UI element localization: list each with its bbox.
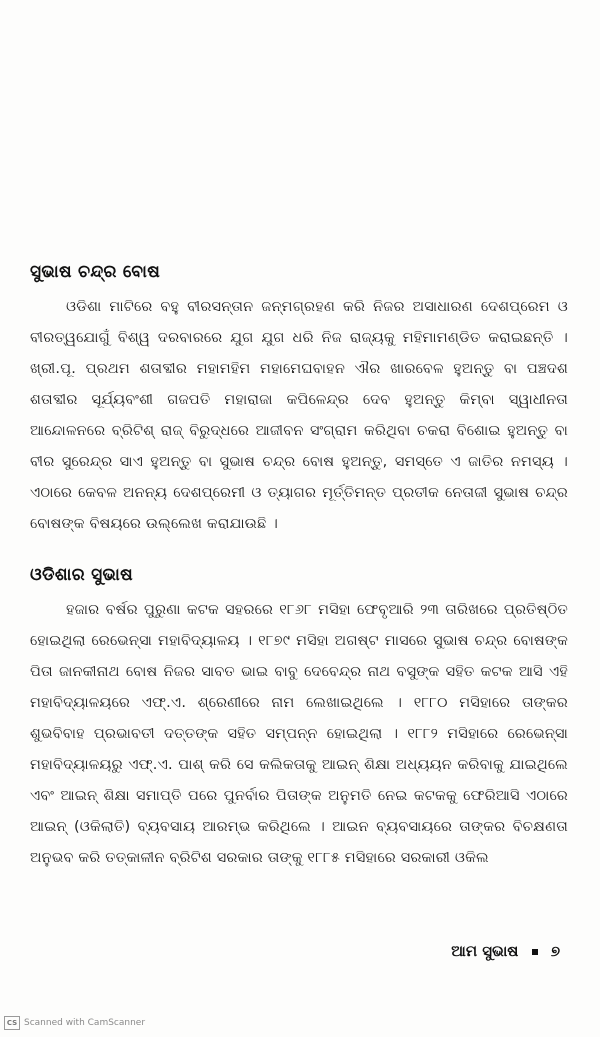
section-subhash-chandra-bose <box>30 262 568 540</box>
section-heading: ଓଡିଶାର ସୁଭାଷ <box>30 565 133 585</box>
page-number: ୭ <box>550 942 560 960</box>
watermark-text: Scanned with CamScanner <box>24 1018 146 1028</box>
square-bullet-icon <box>532 949 538 955</box>
camscanner-logo-icon: CS <box>4 1016 20 1030</box>
section-heading: ସୁଭାଷ ଚନ୍ଦ୍ର ବୋଷ <box>30 262 161 282</box>
section-paragraph: ହଜାର ବର୍ଷର ପୁରୁଣା କଟକ ସହରରେ ୧୮୬୮ ମସିହା ଫେବୃଆରି ୨୩ ତାରିଖରେ ପ୍ରତିଷ୍ଠିତ ହୋଇଥିଲା ରେଭେନ୍ସା ମହାବିଦ୍ୟାଳୟ । ୧୮୭୯ ମସିହା ଅଗଷ୍ଟ ମାସରେ ସୁଭାଷ ଚନ୍ଦ୍ର ବୋଷଙ୍କ ପିତା ଜାନକୀନାଥ ବୋଷ ନିଜର ସାବତ ଭାଇ ବାବୁ ଦେବେନ୍ଦ୍ର ନାଥ ବସୁଙ୍କ ସହିତ କଟକ ଆସି ଏହି ମହାବିଦ୍ୟାଳୟରେ ଏଫ୍.ଏ. ଶ୍ରେଣୀରେ ନାମ ଲେଖାଇଥିଲେ । ୧୮୮୦ ମସିହାରେ ତାଙ୍କର ଶୁଭବିବାହ ପ୍ରଭାବତୀ ଦତ୍ତଙ୍କ ସହିତ ସମ୍ପନ୍ନ ହୋଇଥିଲା । ୧୮୮୨ ମସିହାରେ ରେଭେନ୍ସା ମହାବିଦ୍ୟାଳୟରୁ ଏଫ୍.ଏ. ପାଶ୍ କରି ସେ କଲିକତାକୁ ଆଇନ୍ ଶିକ୍ଷା ଅଧ୍ୟୟନ କରିବାକୁ ଯାଇଥିଲେ ଏବଂ ଆଇନ୍ ଶିକ୍ଷା ସମାପ୍ତି ପରେ ପୁନର୍ବାର ପିତାଙ୍କ ଅନୁମତି ନେଇ କଟକକୁ ଫେରିଆସି ଏଠାରେ ଆଇନ୍ (ଓକିଲାତି) ବ୍ୟବସାୟ ଆରମ୍ଭ କରିଥିଲେ । ଆଇନ ବ୍ୟବସାୟରେ ତାଙ୍କର ବିଚକ୍ଷଣତା ଅନୁଭବ କରି ତତ୍କାଳୀନ ବ୍ରିଟିଶ ସରକାର ତାଙ୍କୁ ୧୮୮୫ ମସିହାରେ ସରକାରୀ ଓକିଲ <box>30 602 568 866</box>
section-paragraph: ଓଡିଶା ମାଟିରେ ବହୁ ବୀରସନ୍ତାନ ଜନ୍ମଗ୍ରହଣ କରି ନିଜର ଅସାଧାରଣ ଦେଶପ୍ରେମ ଓ ବୀରତ୍ୱଯୋଗୁଁ ବିଶ୍ୱ ଦରବାରରେ ଯୁଗ ଯୁଗ ଧରି ନିଜ ରାଜ୍ୟକୁ ମହିମାମଣ୍ଡିତ କରାଇଛନ୍ତି । ଖ୍ରୀ.ପୂ. ପ୍ରଥମ ଶତାବ୍ଦୀର ମହାମହିମ ମହାମେଘବାହନ ଐର ଖାରବେଳ ହୁଅନ୍ତୁ ବା ପଞ୍ଚଦଶ ଶତାବ୍ଦୀର ସୂର୍ଯ୍ୟବଂଶୀ ଗଜପତି ମହାରାଜା କପିଳେନ୍ଦ୍ର ଦେବ ହୁଅନ୍ତୁ କିମ୍ବା ସ୍ୱାଧୀନତା ଆନ୍ଦୋଳନରେ ବ୍ରିଟିଶ୍ ରାଜ୍ ବିରୁଦ୍ଧରେ ଆଜୀବନ ସଂଗ୍ରାମ କରିଥିବା ଚକରା ବିଶୋଇ ହୁଅନ୍ତୁ ବା ବୀର ସୁରେନ୍ଦ୍ର ସାଏ ହୁଅନ୍ତୁ ବା ସୁଭାଷ ଚନ୍ଦ୍ର ବୋଷ ହୁଅନ୍ତୁ, ସମସ୍ତେ ଏ ଜାତିର ନମସ୍ୟ । ଏଠାରେ କେବଳ ଅନନ୍ୟ ଦେଶପ୍ରେମୀ ଓ ତ୍ୟାଗର ମୂର୍ତ୍ତିମନ୍ତ ପ୍ରତୀକ ନେତାଜୀ ସୁଭାଷ ଚନ୍ଦ୍ର ବୋଷଙ୍କ ବିଷୟରେ ଉଲ୍ଲେଖ କରାଯାଉଛି । <box>30 299 568 532</box>
book-title: ଆମ ସୁଭାଷ <box>451 942 519 960</box>
page-footer <box>451 942 560 960</box>
section-odishar-subhash <box>30 565 568 874</box>
scanner-watermark <box>4 1016 145 1030</box>
